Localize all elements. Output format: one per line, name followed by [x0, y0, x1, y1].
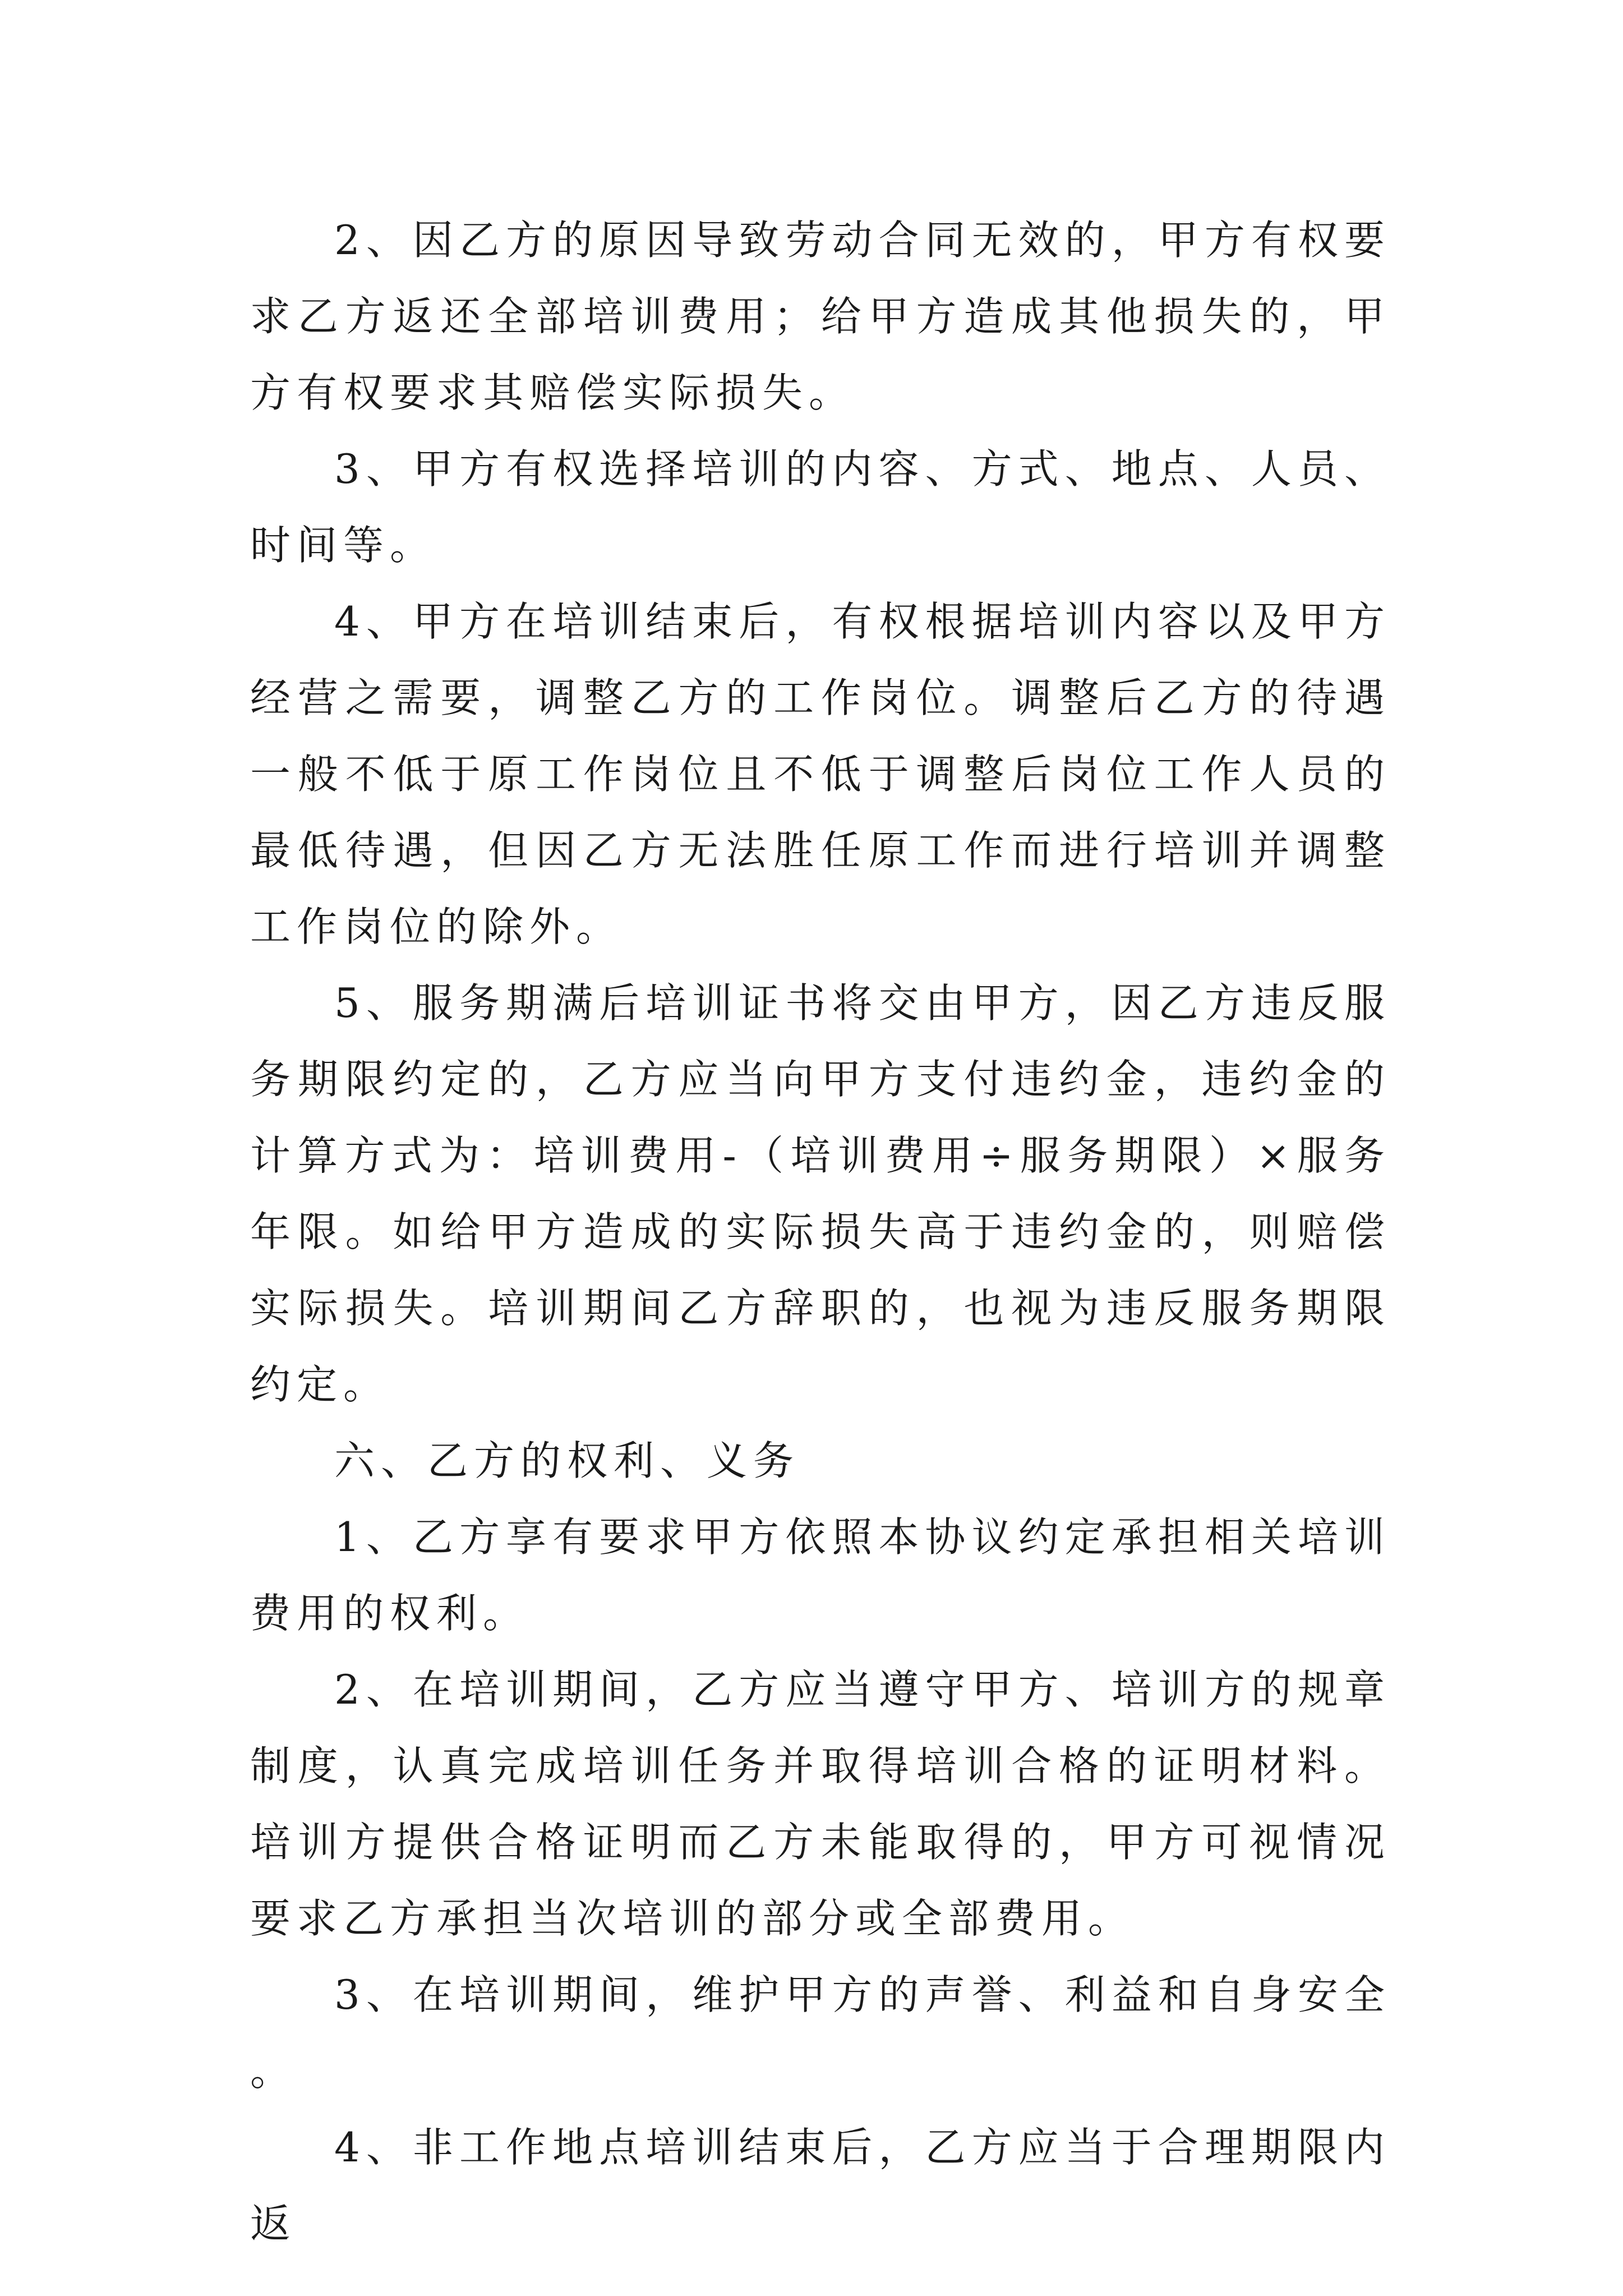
paragraph-clause-3: 3、甲方有权选择培训的内容、方式、地点、人员、时间等。	[250, 445, 1391, 569]
section-paragraph-2: 2、在培训期间，乙方应当遵守甲方、培训方的规章制度，认真完成培训任务并取得培训合格的证明材料。培训方提供合格证明而乙方未能取得的，甲方可视情况要求乙方承担当次培训的部分或全部费用。	[250, 1666, 1391, 1942]
section-paragraph-1: 1、乙方享有要求甲方依照本协议约定承担相关培训费用的权利。	[250, 1513, 1391, 1637]
section-paragraph-3: 3、在培训期间，维护甲方的声誉、利益和自身安全。	[250, 1971, 1391, 2095]
paragraph-clause-5: 5、服务期满后培训证书将交由甲方，因乙方违反服务期限约定的，乙方应当向甲方支付违约金，违约金的计算方式为：培训费用-（培训费用÷服务期限）×服务年限。如给甲方造成的实际损失高于违约金的，则赔偿实际损失。培训期间乙方辞职的，也视为违反服务期限约定。	[250, 979, 1391, 1408]
paragraph-clause-4: 4、甲方在培训结束后，有权根据培训内容以及甲方经营之需要，调整乙方的工作岗位。调整后乙方的待遇一般不低于原工作岗位且不低于调整后岗位工作人员的最低待遇，但因乙方无法胜任原工作而进行培训并调整工作岗位的除外。	[250, 598, 1391, 950]
section-heading: 六、乙方的权利、义务	[334, 1437, 800, 1484]
section-paragraph-4: 4、非工作地点培训结束后，乙方应当于合理期限内返	[250, 2124, 1391, 2247]
document-body	[250, 202, 1391, 2262]
paragraph-clause-2: 2、因乙方的原因导致劳动合同无效的，甲方有权要求乙方返还全部培训费用；给甲方造成其他损失的，甲方有权要求其赔偿实际损失。	[250, 217, 1391, 416]
